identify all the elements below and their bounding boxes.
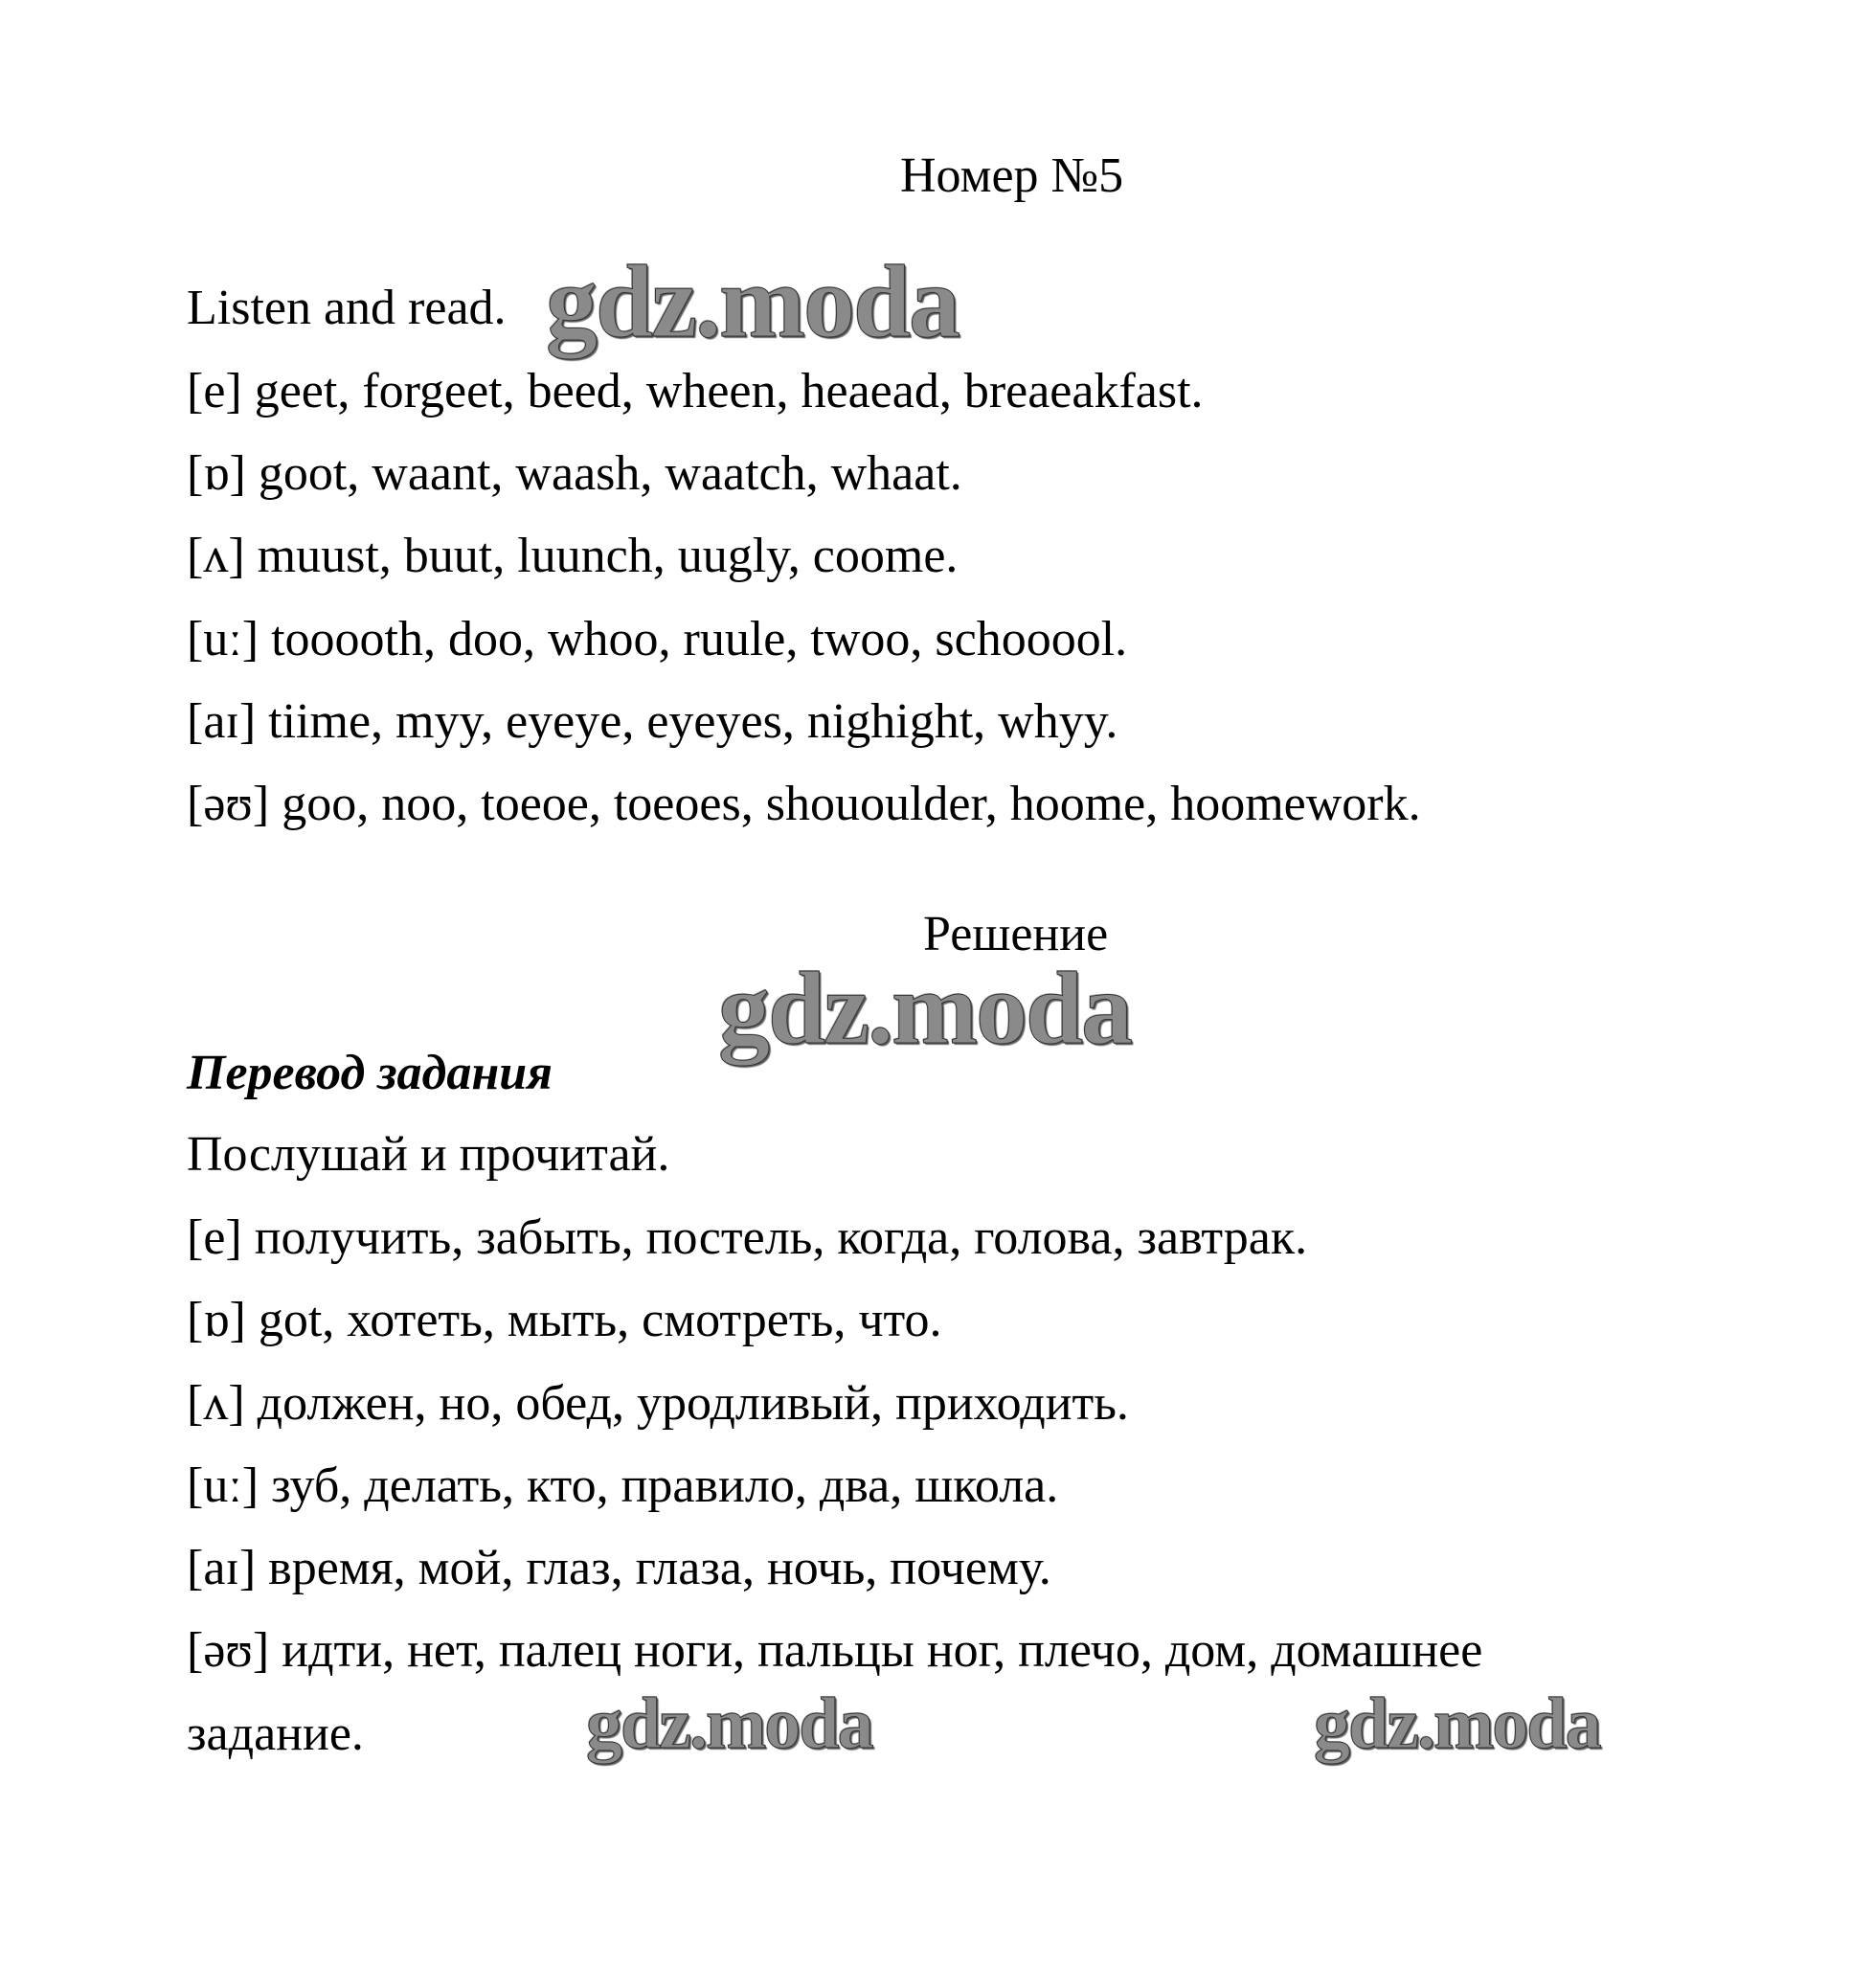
solution-title: Решение: [923, 907, 1109, 961]
translation-instruction: Послушай и прочитай.: [187, 1127, 670, 1182]
task-line-e: [e] geet, forgeet, beed, wheen, heaead, breaeakfast.: [187, 364, 1204, 418]
task-line-uh: [ʌ] muust, buut, luunch, uugly, coome.: [187, 529, 959, 583]
watermark-logo: gdz.moda: [586, 1683, 872, 1764]
translation-heading: Перевод задания: [187, 1046, 553, 1100]
watermark-logo: gdz.moda: [718, 952, 1132, 1066]
translation-line-ou-continued: задание.: [187, 1706, 364, 1761]
watermark-logo: gdz.moda: [1314, 1683, 1600, 1764]
translation-line-ou: [əʊ] идти, нет, палец ноги, пальцы ног, плечо, дом, домашнее: [187, 1623, 1483, 1678]
task-line-ou: [əʊ] goo, noo, toeoe, toeoes, shououlder, hoome, hoomework.: [187, 777, 1421, 831]
watermark-logo: gdz.moda: [546, 245, 959, 359]
translation-line-uh: [ʌ] должен, но, обед, уродливый, приходить.: [187, 1376, 1129, 1431]
task-instruction: Listen and read.: [187, 281, 507, 335]
translation-line-ai: [aɪ] время, мой, глаз, глаза, ночь, почему.: [187, 1541, 1051, 1595]
translation-line-e: [e] получить, забыть, постель, когда, голова, завтрак.: [187, 1210, 1308, 1265]
task-line-ai: [aɪ] tiime, myy, eyeye, eyeyes, nighight, whyy.: [187, 694, 1118, 749]
task-line-o: [ɒ] goot, waant, waash, waatch, whaat.: [187, 446, 962, 501]
task-line-uu: [uː] tooooth, doo, whoo, ruule, twoo, schooool.: [187, 612, 1128, 666]
translation-line-o: [ɒ] got, хотеть, мыть, смотреть, что.: [187, 1293, 942, 1347]
translation-line-uu: [uː] зуб, делать, кто, правило, два, школа.: [187, 1458, 1059, 1513]
exercise-title: Номер №5: [900, 148, 1124, 203]
